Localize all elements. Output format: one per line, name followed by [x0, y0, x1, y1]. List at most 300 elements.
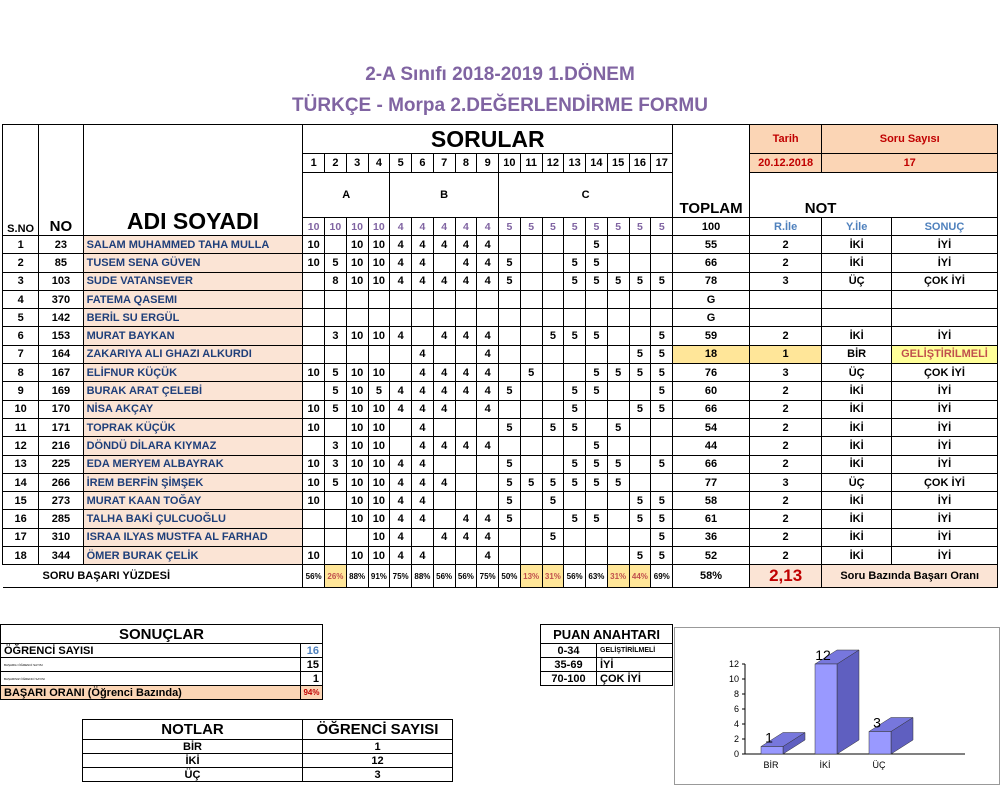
notlar-col2: ÖĞRENCİ SAYISI	[303, 720, 453, 740]
student-y-ile: İKİ	[822, 528, 892, 546]
student-y-ile: İKİ	[822, 236, 892, 254]
student-score	[564, 345, 586, 363]
student-score: 4	[477, 400, 499, 418]
bar	[815, 664, 837, 754]
student-no: 344	[39, 547, 83, 565]
question-number: 4	[368, 154, 390, 173]
col-header-y-ile: Y.İle	[822, 218, 892, 236]
student-score	[651, 437, 673, 455]
question-max-points: 10	[325, 218, 347, 236]
student-score: 3	[325, 455, 347, 473]
student-sno: 3	[3, 272, 39, 290]
student-score: 4	[412, 254, 434, 272]
student-y-ile: İKİ	[822, 437, 892, 455]
student-score: 5	[499, 492, 521, 510]
student-score	[390, 437, 412, 455]
student-score: 10	[303, 254, 325, 272]
student-score: 4	[477, 254, 499, 272]
student-score	[390, 345, 412, 363]
student-score: 10	[303, 418, 325, 436]
student-score	[542, 290, 564, 308]
student-score	[303, 309, 325, 327]
student-score	[325, 309, 347, 327]
question-max-points: 10	[346, 218, 368, 236]
question-percent: 56%	[303, 565, 325, 588]
student-sno: 4	[3, 290, 39, 308]
student-r-ile: 2	[749, 236, 822, 254]
question-number: 1	[303, 154, 325, 173]
student-score: 10	[368, 455, 390, 473]
question-percent: 44%	[629, 565, 651, 588]
student-score: 5	[499, 473, 521, 491]
student-toplam: 44	[673, 437, 750, 455]
student-score: 10	[346, 382, 368, 400]
student-row	[3, 254, 998, 272]
student-r-ile: 2	[749, 437, 822, 455]
student-score: 4	[412, 364, 434, 382]
student-score	[564, 290, 586, 308]
question-percent: 31%	[542, 565, 564, 588]
student-score	[520, 510, 542, 528]
student-score	[455, 309, 477, 327]
question-percent: 56%	[433, 565, 455, 588]
student-row	[3, 290, 998, 308]
student-score	[325, 345, 347, 363]
basarisiz-ogrenci-value: 1	[301, 672, 323, 686]
student-score: 5	[564, 418, 586, 436]
sonuclar-table	[0, 624, 323, 700]
student-y-ile: İKİ	[822, 327, 892, 345]
student-score: 5	[499, 455, 521, 473]
student-name: DÖNDÜ DİLARA KIYMAZ	[83, 437, 303, 455]
student-score: 4	[390, 254, 412, 272]
student-r-ile	[749, 290, 822, 308]
student-score	[542, 309, 564, 327]
student-score: 10	[368, 547, 390, 565]
toplam-percent: 58%	[673, 565, 750, 588]
student-row	[3, 528, 998, 546]
toplam-max: 100	[673, 218, 750, 236]
student-sno: 17	[3, 528, 39, 546]
student-row	[3, 455, 998, 473]
question-max-points: 10	[303, 218, 325, 236]
student-score	[651, 309, 673, 327]
y-tick-label: 12	[728, 659, 739, 669]
student-score: 10	[368, 510, 390, 528]
student-toplam: 61	[673, 510, 750, 528]
student-score	[629, 437, 651, 455]
student-r-ile: 1	[749, 345, 822, 363]
question-max-points: 5	[607, 218, 629, 236]
student-score	[455, 418, 477, 436]
question-percent: 69%	[651, 565, 673, 588]
student-r-ile: 2	[749, 547, 822, 565]
student-no: 169	[39, 382, 83, 400]
student-sonuc: İYİ	[891, 236, 997, 254]
not-label: BİR	[83, 740, 303, 754]
page-title: 2-A Sınıfı 2018-2019 1.DÖNEM	[365, 64, 635, 85]
student-name: BERİL SU ERGÜL	[83, 309, 303, 327]
question-percent: 13%	[520, 565, 542, 588]
student-score: 5	[368, 382, 390, 400]
student-y-ile: İKİ	[822, 382, 892, 400]
student-score	[499, 400, 521, 418]
student-score	[520, 254, 542, 272]
student-score	[586, 309, 608, 327]
question-number: 7	[433, 154, 455, 173]
student-score	[564, 364, 586, 382]
student-score	[651, 418, 673, 436]
student-score: 10	[346, 364, 368, 382]
student-score: 10	[368, 473, 390, 491]
student-score: 5	[586, 455, 608, 473]
student-score: 10	[346, 510, 368, 528]
question-number: 8	[455, 154, 477, 173]
data-label: 12	[815, 647, 831, 663]
student-score: 4	[477, 510, 499, 528]
student-score: 4	[433, 382, 455, 400]
question-number: 15	[607, 154, 629, 173]
student-score	[520, 437, 542, 455]
student-score	[390, 309, 412, 327]
student-score: 4	[412, 418, 434, 436]
question-percent: 88%	[412, 565, 434, 588]
student-score	[629, 382, 651, 400]
student-score	[564, 236, 586, 254]
student-score: 5	[607, 473, 629, 491]
question-max-points: 5	[629, 218, 651, 236]
student-score: 10	[346, 492, 368, 510]
student-row	[3, 418, 998, 436]
student-no: 273	[39, 492, 83, 510]
student-score	[325, 547, 347, 565]
student-score: 10	[303, 236, 325, 254]
student-score: 5	[651, 528, 673, 546]
student-score: 5	[520, 473, 542, 491]
student-score	[607, 382, 629, 400]
ogrenci-sayisi-label: ÖĞRENCİ SAYISI	[1, 644, 301, 658]
student-score: 4	[390, 473, 412, 491]
question-percent: 31%	[607, 565, 629, 588]
not-count: 1	[303, 740, 453, 754]
question-number: 2	[325, 154, 347, 173]
student-name: ÖMER BURAK ÇELİK	[83, 547, 303, 565]
col-header-no: NO	[39, 125, 83, 236]
student-name: ELİFNUR KÜÇÜK	[83, 364, 303, 382]
student-score	[629, 327, 651, 345]
student-sonuc: İYİ	[891, 327, 997, 345]
student-score: 5	[586, 236, 608, 254]
student-toplam: 78	[673, 272, 750, 290]
question-max-points: 4	[390, 218, 412, 236]
question-percent: 88%	[346, 565, 368, 588]
student-score: 4	[433, 236, 455, 254]
student-score: 4	[390, 327, 412, 345]
student-sno: 9	[3, 382, 39, 400]
student-score	[412, 327, 434, 345]
student-score	[303, 528, 325, 546]
student-name: TUSEM SENA GÜVEN	[83, 254, 303, 272]
student-score	[629, 236, 651, 254]
student-score: 5	[586, 510, 608, 528]
student-score: 5	[564, 455, 586, 473]
student-score	[586, 492, 608, 510]
student-score	[586, 528, 608, 546]
question-number: 12	[542, 154, 564, 173]
student-score: 4	[477, 437, 499, 455]
group-b: B	[390, 173, 499, 218]
student-score: 10	[346, 272, 368, 290]
student-score	[303, 437, 325, 455]
student-toplam: 54	[673, 418, 750, 436]
student-no: 171	[39, 418, 83, 436]
student-score	[390, 418, 412, 436]
student-score: 5	[325, 364, 347, 382]
student-y-ile: İKİ	[822, 547, 892, 565]
group-a: A	[303, 173, 390, 218]
student-sno: 6	[3, 327, 39, 345]
basarisiz-ogrenci-label: BAŞARISIZ ÖĞRENCİ SAYISI	[1, 672, 301, 686]
student-name: SUDE VATANSEVER	[83, 272, 303, 290]
data-label: 1	[765, 729, 773, 746]
student-r-ile: 2	[749, 400, 822, 418]
question-number: 3	[346, 154, 368, 173]
student-score: 5	[499, 254, 521, 272]
student-name: BURAK ARAT ÇELEBİ	[83, 382, 303, 400]
student-sno: 12	[3, 437, 39, 455]
soru-sayisi-value: 17	[822, 154, 998, 173]
student-r-ile: 2	[749, 254, 822, 272]
student-score: 4	[412, 382, 434, 400]
student-r-ile: 2	[749, 418, 822, 436]
student-toplam: 66	[673, 254, 750, 272]
student-score: 5	[651, 364, 673, 382]
student-score: 10	[303, 492, 325, 510]
student-score: 5	[564, 327, 586, 345]
student-score	[542, 364, 564, 382]
student-score: 5	[607, 455, 629, 473]
category-label: ÜÇ	[872, 760, 886, 770]
y-tick-label: 10	[728, 674, 739, 684]
student-score	[433, 492, 455, 510]
student-row	[3, 327, 998, 345]
question-percent: 75%	[477, 565, 499, 588]
student-score	[520, 547, 542, 565]
student-name: EDA MERYEM ALBAYRAK	[83, 455, 303, 473]
question-number: 5	[390, 154, 412, 173]
student-score: 5	[499, 418, 521, 436]
student-score	[520, 528, 542, 546]
student-y-ile: İKİ	[822, 510, 892, 528]
question-max-points: 5	[520, 218, 542, 236]
student-sonuc: İYİ	[891, 455, 997, 473]
student-score: 4	[433, 473, 455, 491]
student-score	[651, 254, 673, 272]
student-score: 5	[564, 473, 586, 491]
student-score: 4	[433, 272, 455, 290]
student-sonuc: ÇOK İYİ	[891, 473, 997, 491]
student-score	[607, 345, 629, 363]
student-toplam: 66	[673, 400, 750, 418]
student-score: 4	[477, 345, 499, 363]
student-score: 3	[325, 437, 347, 455]
student-score: 5	[564, 272, 586, 290]
student-score: 8	[325, 272, 347, 290]
student-score: 5	[651, 510, 673, 528]
student-score	[368, 309, 390, 327]
student-sno: 7	[3, 345, 39, 363]
student-score: 3	[325, 327, 347, 345]
student-score	[629, 418, 651, 436]
student-score: 5	[542, 528, 564, 546]
student-score: 4	[412, 473, 434, 491]
puan-label: GELİŞTİRİLMELİ	[597, 644, 673, 658]
student-score	[542, 272, 564, 290]
student-score	[433, 290, 455, 308]
student-sno: 13	[3, 455, 39, 473]
puan-range: 0-34	[541, 644, 597, 658]
student-score: 5	[607, 418, 629, 436]
student-score	[477, 418, 499, 436]
student-score	[564, 492, 586, 510]
student-score: 5	[586, 382, 608, 400]
student-score	[455, 290, 477, 308]
student-score	[564, 437, 586, 455]
soru-basari-yuzdesi-label: SORU BAŞARI YÜZDESİ	[3, 565, 303, 588]
student-y-ile	[822, 290, 892, 308]
student-score: 5	[586, 437, 608, 455]
student-score	[520, 309, 542, 327]
question-max-points: 4	[477, 218, 499, 236]
student-sonuc: İYİ	[891, 528, 997, 546]
student-score	[368, 290, 390, 308]
student-score: 10	[346, 473, 368, 491]
student-score: 4	[477, 382, 499, 400]
student-sno: 10	[3, 400, 39, 418]
student-score	[520, 272, 542, 290]
student-no: 216	[39, 437, 83, 455]
student-score	[325, 528, 347, 546]
student-score: 4	[390, 400, 412, 418]
student-score: 4	[455, 236, 477, 254]
student-sno: 1	[3, 236, 39, 254]
student-no: 225	[39, 455, 83, 473]
student-name: İREM BERFİN ŞİMŞEK	[83, 473, 303, 491]
y-tick-label: 6	[733, 704, 739, 714]
student-row	[3, 309, 998, 327]
student-score: 10	[368, 327, 390, 345]
student-toplam: 77	[673, 473, 750, 491]
student-score: 10	[346, 327, 368, 345]
student-score: 4	[412, 345, 434, 363]
student-y-ile: BİR	[822, 345, 892, 363]
student-sonuc: İYİ	[891, 382, 997, 400]
student-score: 4	[390, 547, 412, 565]
student-no: 285	[39, 510, 83, 528]
student-row	[3, 272, 998, 290]
student-score: 4	[390, 455, 412, 473]
student-score	[607, 290, 629, 308]
student-score	[499, 345, 521, 363]
question-number: 11	[520, 154, 542, 173]
y-tick-label: 2	[733, 734, 739, 744]
col-header-sno: S.NO	[3, 125, 39, 236]
student-sonuc: İYİ	[891, 510, 997, 528]
student-score: 5	[629, 364, 651, 382]
student-score: 5	[607, 272, 629, 290]
student-score: 5	[651, 455, 673, 473]
student-score: 5	[325, 382, 347, 400]
student-score: 10	[368, 492, 390, 510]
student-toplam: 58	[673, 492, 750, 510]
student-score	[455, 345, 477, 363]
student-score	[542, 455, 564, 473]
student-score	[499, 309, 521, 327]
student-score	[651, 473, 673, 491]
student-score	[629, 473, 651, 491]
student-score: 10	[368, 254, 390, 272]
student-no: 164	[39, 345, 83, 363]
bar-side	[837, 650, 859, 754]
student-score	[607, 437, 629, 455]
student-score: 10	[303, 364, 325, 382]
basari-orani-label: BAŞARI ORANI (Öğrenci Bazında)	[1, 686, 301, 700]
student-score: 5	[542, 418, 564, 436]
student-score	[433, 418, 455, 436]
question-number: 14	[586, 154, 608, 173]
student-score	[564, 547, 586, 565]
student-name: TALHA BAKİ ÇULCUOĞLU	[83, 510, 303, 528]
student-score: 5	[651, 382, 673, 400]
student-score	[325, 236, 347, 254]
student-r-ile: 2	[749, 510, 822, 528]
student-score	[629, 290, 651, 308]
student-score: 5	[499, 510, 521, 528]
data-label: 3	[873, 714, 881, 731]
tarih-value: 20.12.2018	[749, 154, 822, 173]
student-score	[607, 510, 629, 528]
student-score	[586, 290, 608, 308]
student-no: 310	[39, 528, 83, 546]
student-score: 4	[390, 236, 412, 254]
student-score	[412, 528, 434, 546]
student-score: 5	[499, 382, 521, 400]
student-score	[520, 327, 542, 345]
student-score	[433, 547, 455, 565]
student-score	[542, 437, 564, 455]
bar	[869, 732, 891, 755]
student-score	[499, 547, 521, 565]
student-score: 10	[346, 400, 368, 418]
student-score: 5	[564, 254, 586, 272]
student-score: 5	[325, 400, 347, 418]
student-name: ISRAA ILYAS MUSTFA AL FARHAD	[83, 528, 303, 546]
student-score	[586, 418, 608, 436]
student-sonuc: İYİ	[891, 254, 997, 272]
student-score	[564, 528, 586, 546]
student-score: 5	[651, 272, 673, 290]
student-score: 10	[303, 473, 325, 491]
student-sonuc: İYİ	[891, 492, 997, 510]
student-toplam: 18	[673, 345, 750, 363]
student-score: 4	[412, 510, 434, 528]
y-tick-label: 4	[733, 719, 739, 729]
question-percent: 56%	[455, 565, 477, 588]
student-score: 10	[303, 455, 325, 473]
student-score	[542, 382, 564, 400]
student-sno: 16	[3, 510, 39, 528]
student-score: 10	[368, 528, 390, 546]
